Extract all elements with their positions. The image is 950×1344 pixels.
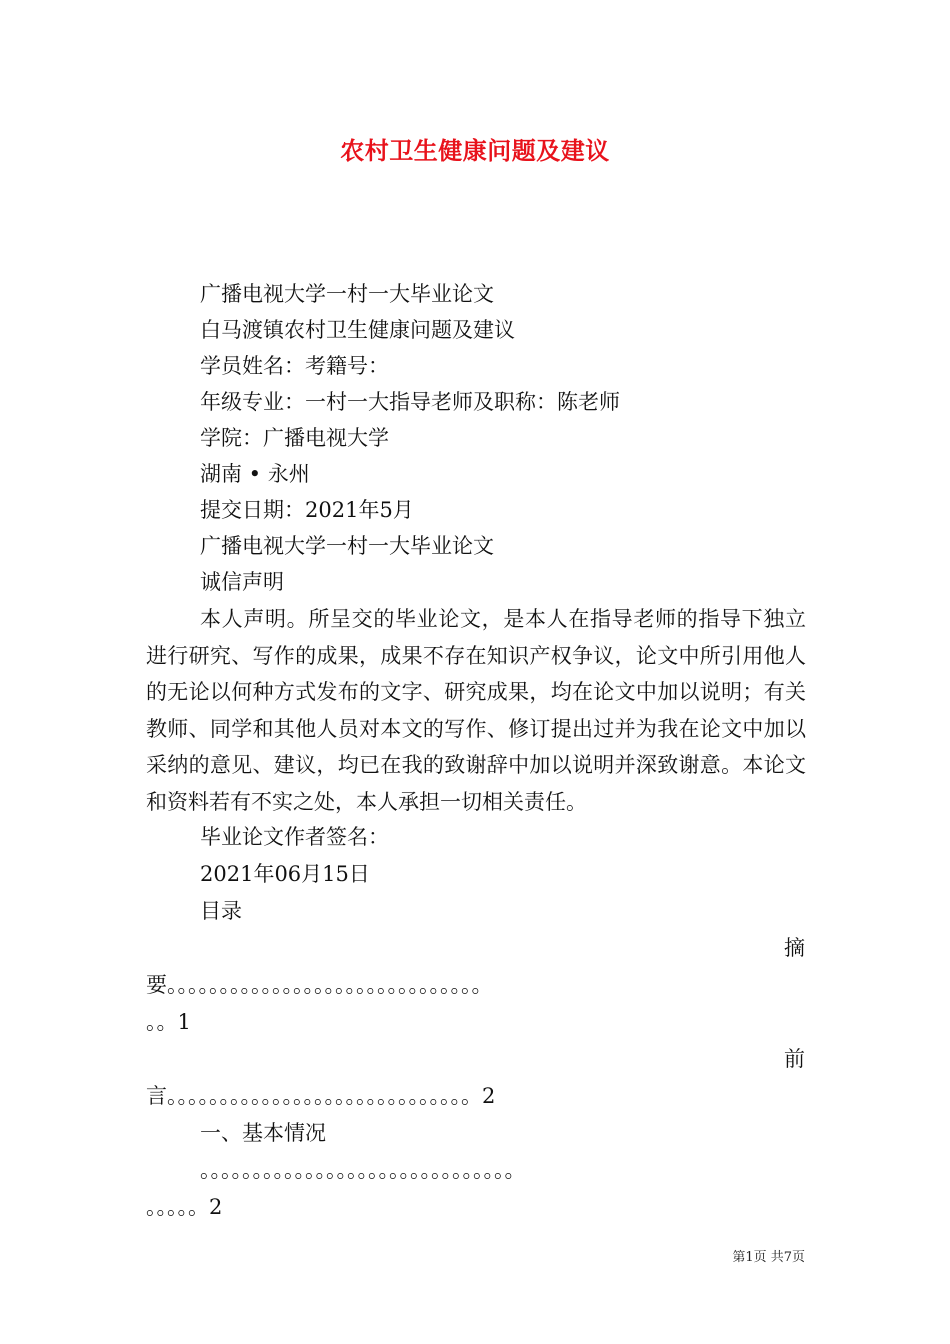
- submit-date-line: 提交日期：2021年5月: [200, 498, 414, 522]
- thesis-title-line: 白马渡镇农村卫生健康问题及建议: [200, 318, 515, 342]
- signature-date: 2021年06月15日: [200, 862, 370, 886]
- toc-preface-first-char: 前: [784, 1047, 805, 1071]
- toc-abstract-first-char: 摘: [784, 936, 805, 960]
- toc-abstract-line: 要。。。。。。。。。。。。。。。。。。。。。。。。。。。。。。: [146, 973, 493, 997]
- toc-abstract-page: 。。1: [146, 1010, 191, 1034]
- document-title: 农村卫生健康问题及建议: [340, 136, 610, 165]
- major-advisor-line: 年级专业：一村一大指导老师及职称：陈老师: [200, 390, 620, 414]
- toc-section1-title: 一、基本情况: [200, 1121, 326, 1145]
- university-line-repeat: 广播电视大学一村一大毕业论文: [200, 534, 494, 558]
- college-line: 学院：广播电视大学: [200, 426, 389, 450]
- declaration-paragraph: 本人声明。所呈交的毕业论文，是本人在指导老师的指导下独立进行研究、写作的成果，成果不存在知识产权争议，论文中所引用他人的无论以何种方式发布的文字、研究成果，均在论文中加以说明；有关教师、同学和其他人员对本文的写作、修订提出过并为我在论文中加以采纳的意见、建议，均已在我的致谢辞中加以说明并深致谢意。本论文和资料若有不实之处，本人承担一切相关责任。: [146, 607, 806, 814]
- page-footer: 第1页 共7页: [732, 1250, 805, 1265]
- university-line: 广播电视大学一村一大毕业论文: [200, 282, 494, 306]
- toc-heading: 目录: [200, 899, 242, 923]
- location-line: 湖南 • 永州: [200, 462, 310, 486]
- toc-section1-page: 。。。。。2: [146, 1195, 223, 1219]
- toc-section1-dots: 。。。。。。。。。。。。。。。。。。。。。。。。。。。。。。: [200, 1158, 526, 1182]
- toc-preface-line: 言。。。。。。。。。。。。。。。。。。。。。。。。。。。。。2: [146, 1084, 496, 1108]
- signature-label: 毕业论文作者签名：: [200, 825, 389, 849]
- student-info-line: 学员姓名：考籍号：: [200, 354, 389, 378]
- integrity-heading: 诚信声明: [200, 570, 284, 594]
